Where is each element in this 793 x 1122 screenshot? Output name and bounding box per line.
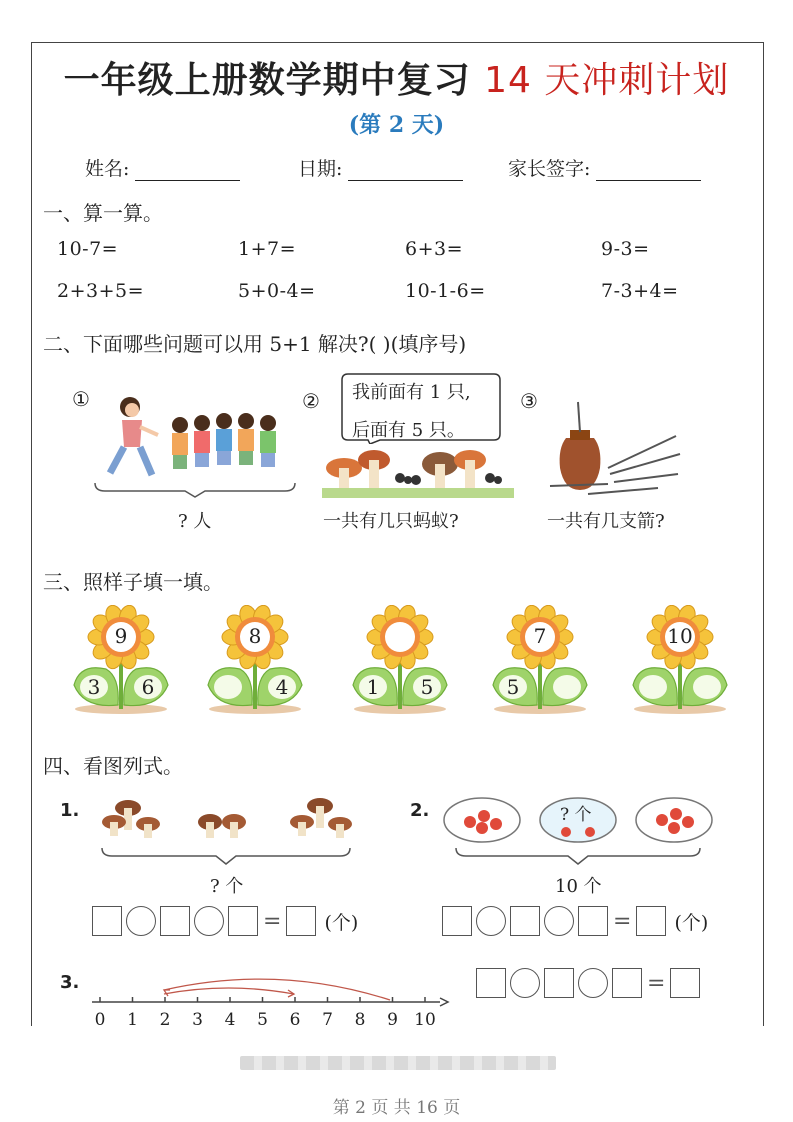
answer-box[interactable] [286,906,316,936]
mushrooms-illustration [98,796,356,868]
mushroom-icon [454,450,486,488]
mushroom-icon [222,814,246,838]
q2-caption: 10 个 [555,876,602,897]
name-field [85,154,240,181]
answer-box[interactable] [612,968,642,998]
answer-row-2 [442,906,708,936]
marker-2: ② [302,389,320,413]
name-blank[interactable] [135,158,240,181]
date-field [298,154,463,181]
mushroom-group-3 [290,798,352,838]
question-label-3: 3. [60,972,80,993]
section4-heading: 四、看图列式。 [43,754,183,778]
children-illustration [90,385,300,500]
date-blank[interactable] [348,158,463,181]
operator-circle[interactable] [476,906,506,936]
operator-circle[interactable] [126,906,156,936]
equation: 7-3+4= [601,280,679,302]
tick-label: 8 [354,1010,366,1026]
marker-1: ① [72,387,90,411]
flower-right-number: 6 [141,675,155,699]
tick-label: 6 [289,1010,301,1026]
tick-label: 2 [159,1010,171,1026]
arrow-icon [608,436,676,468]
marker-3: ③ [520,389,538,413]
answer-box[interactable] [670,968,700,998]
equation: 5+0-4= [238,280,316,302]
flower-right-number: 5 [420,675,434,699]
flower-5 [625,605,735,717]
blurred-footer-text [240,1056,556,1070]
operator-circle[interactable] [578,968,608,998]
flower-top-number: 10 [667,624,693,648]
answer-box[interactable] [92,906,122,936]
flower-top-number: 7 [533,624,547,648]
plate-icon [444,798,520,842]
parent-sign-label: 家长签字: [508,158,591,180]
tick-label: 7 [322,1010,333,1026]
teacher-figure [110,397,158,475]
answer-box[interactable] [476,968,506,998]
mushroom-icon [136,817,160,838]
unit-label: (个) [674,911,709,934]
mushroom-group-2 [198,814,246,838]
flower-right-number: 4 [275,675,289,699]
tick-label: 10 [414,1010,436,1026]
plate-icon [636,798,712,842]
flower-icon [345,605,455,717]
answer-row-1 [92,906,358,936]
ant-icon [485,473,502,484]
equation: 10-1-6= [405,280,486,302]
section1-heading: 一、算一算。 [43,201,163,225]
mushroom-icon [326,458,362,488]
mushroom-icon [290,815,314,836]
page-subtitle: (第 2 天) [348,112,445,138]
ant-icon [395,473,421,485]
parent-sign-field [508,154,701,181]
mushroom-ant-illustration [322,442,514,500]
equation: 6+3= [405,238,464,260]
answer-box[interactable] [510,906,540,936]
answer-box[interactable] [544,968,574,998]
arrow-icon [614,474,678,482]
brace [95,483,295,497]
equation: 1+7= [238,238,297,260]
vase-icon [560,430,601,490]
tick-label: 0 [94,1010,106,1026]
q2-plate-label: ? 个 [560,805,592,825]
arrow-icon [610,454,680,474]
operator-circle[interactable] [544,906,574,936]
equation: 2+3+5= [57,280,145,302]
mushroom-icon [422,452,458,488]
page-frame [31,42,764,1026]
tick-label: 5 [257,1010,268,1026]
arrows-illustration [548,398,688,500]
answer-box[interactable] [160,906,190,936]
flower-left-number: 5 [506,675,520,699]
flower-top-number: 8 [248,624,262,648]
section2-heading: 二、下面哪些问题可以用 5+1 解决?( )(填序号) [43,332,467,356]
caption-people: ? 人 [178,511,212,532]
question-label-1: 1. [60,800,80,821]
equals-sign: = [647,970,666,996]
tick-label: 3 [192,1010,203,1026]
question-label-2: 2. [410,800,430,821]
tick-label: 1 [127,1010,138,1026]
title-red: 14 天冲刺计划 [484,60,730,101]
equation: 9-3= [601,238,650,260]
page-title [0,52,793,103]
flower-icon [625,605,735,717]
flower-icon [485,605,595,717]
operator-circle[interactable] [510,968,540,998]
mushroom-icon [102,815,126,836]
answer-box[interactable] [636,906,666,936]
unit-label: (个) [324,911,359,934]
section3-heading: 三、照样子填一填。 [43,570,223,594]
flower-icon [66,605,176,717]
date-label: 日期: [298,158,343,180]
answer-row-3 [476,968,700,998]
arrow-icon [588,488,658,494]
brace [102,848,350,864]
flower-1 [66,605,176,717]
tick-label: 9 [387,1010,398,1026]
equals-sign: = [263,908,282,934]
answer-box[interactable] [442,906,472,936]
equals-sign: = [613,908,632,934]
tick-label: 4 [224,1010,236,1026]
answer-box[interactable] [578,906,608,936]
parent-sign-blank[interactable] [596,158,701,181]
flower-4 [485,605,595,717]
flower-2 [200,605,310,717]
caption-ants: 一共有几只蚂蚁? [323,511,459,532]
mushroom-icon [198,814,222,838]
bubble-line-1: 我前面有 1 只, [352,382,471,403]
arrow-icon [550,484,608,486]
caption-arrows: 一共有几支箭? [547,511,665,532]
arrow-icon [578,402,580,432]
brace [456,848,700,864]
mushroom-group-1 [102,800,160,838]
flower-3 [345,605,455,717]
mushroom-icon [358,450,390,488]
equation: 10-7= [57,238,119,260]
q1-caption: ? 个 [210,876,244,897]
flower-left-number: 3 [87,675,101,699]
bubble-line-2: 后面有 5 只。 [352,420,465,441]
name-label: 姓名: [85,158,130,180]
page-footer: 第 2 页 共 16 页 [332,1098,461,1118]
flower-left-number: 1 [366,675,380,699]
title-main: 一年级上册数学期中复习 [63,60,471,101]
answer-box[interactable] [228,906,258,936]
number-line [88,968,450,1026]
flower-top-number: 9 [114,624,128,648]
flower-icon [200,605,310,717]
mushroom-icon [328,817,352,838]
jump-arc-short [164,988,294,994]
arrow-head-icon [440,998,448,1006]
operator-circle[interactable] [194,906,224,936]
children-group [172,413,276,469]
